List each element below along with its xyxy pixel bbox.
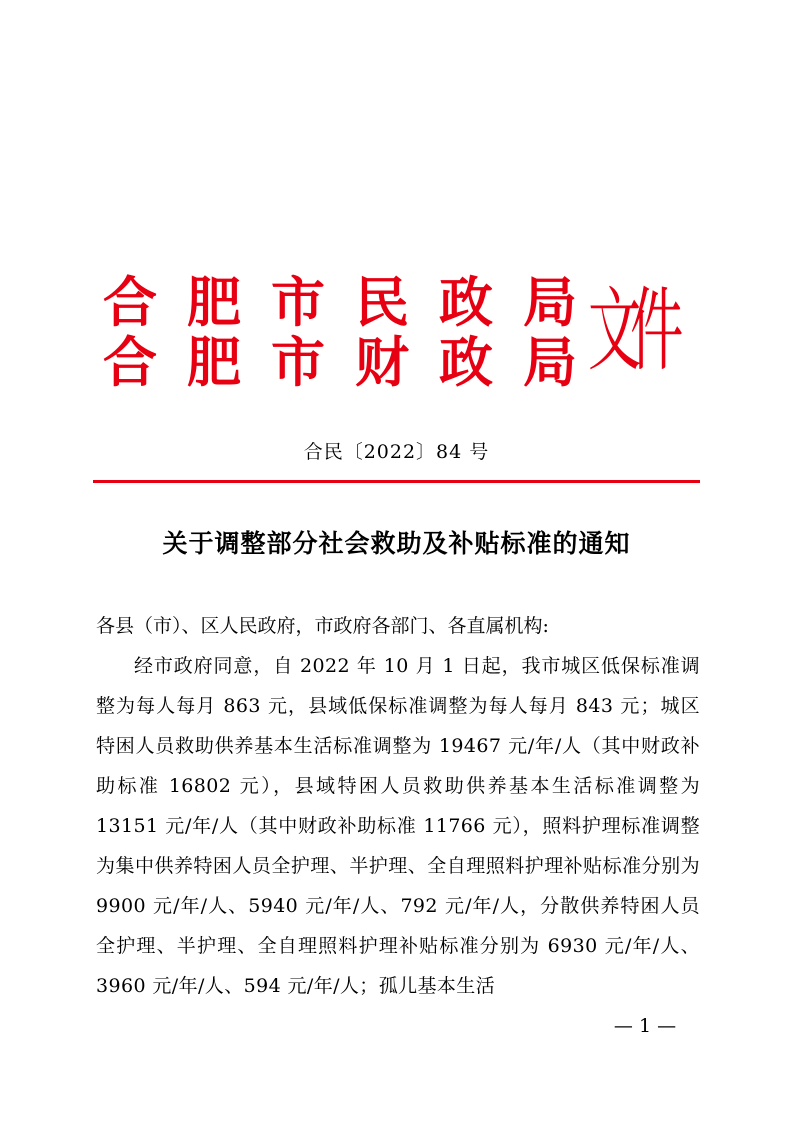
authority-line-civil-affairs <box>100 272 580 332</box>
header-char: 肥 <box>187 330 241 394</box>
header-char: 财 <box>355 330 409 394</box>
header-char: 市 <box>271 270 325 334</box>
document-suffix: 文件 <box>588 278 673 384</box>
header-char: 局 <box>523 270 577 334</box>
addressee: 各县（市）、区人民政府，市政府各部门、各直属机构: <box>96 615 549 637</box>
issuing-authorities <box>100 272 580 392</box>
document-number: 合民〔2022〕84 号 <box>303 441 490 463</box>
red-divider <box>93 480 700 483</box>
document-title: 关于调整部分社会救助及补贴标准的通知 <box>162 529 631 558</box>
body-paragraph: 经市政府同意，自 2022 年 10 月 1 日起，我市城区低保标准调整为每人每月 863 元，县域低保标准调整为每人每月 843 元；城区特困人员救助供养基本生活标准调整为 19467 元/年/人（其中财政补助标准 16802 元），县域特困人员救助供养基本生活标准调整为 13151 元/年/人（其中财政补助标准 11766 元），照料护理标准调整为集中供养特困人员全护理、半护理、全自理照料护理补贴标准分别为 9900 元/年/人、5940 元/年/人、792 元/年/人，分散供养特困人员全护理、半护理、全自理照料护理补贴标准分别为 6930 元/年/人、3960 元/年/人、594 元/年/人；孤儿基本生活 <box>96 655 700 997</box>
page-number: — 1 — <box>613 1015 677 1037</box>
header-char: 政 <box>439 330 493 394</box>
authority-line-finance <box>100 332 580 392</box>
header-char: 民 <box>355 270 409 334</box>
header-char: 政 <box>439 270 493 334</box>
document-body <box>96 606 700 1006</box>
header-char: 合 <box>103 270 157 334</box>
header-char: 合 <box>103 330 157 394</box>
header-char: 局 <box>523 330 577 394</box>
header-char: 肥 <box>187 270 241 334</box>
header-char: 市 <box>271 330 325 394</box>
